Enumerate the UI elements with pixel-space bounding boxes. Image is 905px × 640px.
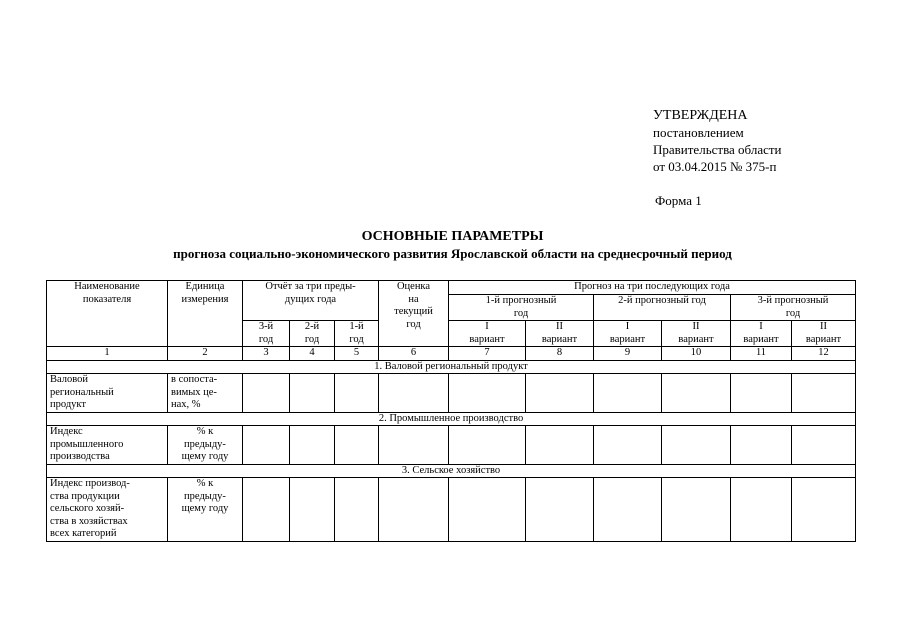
column-number: 1: [47, 347, 168, 361]
table-row: [47, 426, 856, 465]
data-cell: [526, 374, 594, 413]
approval-line-1: УТВЕРЖДЕНА: [653, 108, 748, 123]
header-unit: Единица измерения: [168, 281, 243, 347]
table-row: [47, 374, 856, 413]
column-number: 7: [449, 347, 526, 361]
document-subtitle: прогноза социально-экономического развития Ярославской области на среднесрочный период: [173, 246, 732, 261]
header-estimate: Оценка на текущий год: [379, 281, 449, 347]
header-forecast-year-3: 3-й прогнозный год: [731, 295, 856, 321]
data-cell: [335, 478, 379, 542]
data-cell: [526, 478, 594, 542]
data-cell: [792, 478, 856, 542]
data-cell: [792, 374, 856, 413]
column-number: 3: [243, 347, 290, 361]
data-cell: [290, 426, 335, 465]
approval-line-4: от 03.04.2015 № 375-п: [653, 159, 777, 174]
data-cell: [594, 478, 662, 542]
data-cell: [379, 374, 449, 413]
header-report-year-2: 2-й год: [290, 321, 335, 347]
data-cell: [731, 374, 792, 413]
approval-line-2: постановлением: [653, 125, 744, 140]
header-variant: I вариант: [449, 321, 526, 347]
data-cell: [731, 478, 792, 542]
data-cell: [662, 426, 731, 465]
form-label: Форма 1: [655, 193, 702, 208]
column-number: 4: [290, 347, 335, 361]
section-title: 1. Валовой региональный продукт: [47, 360, 856, 374]
header-forecast-year-1: 1-й прогнозный год: [449, 295, 594, 321]
column-number: 12: [792, 347, 856, 361]
header-variant: II вариант: [662, 321, 731, 347]
header-forecast-year-2: 2-й прогнозный год: [594, 295, 731, 321]
row-unit: в сопоста- вимых це- нах, %: [168, 374, 243, 413]
column-number: 8: [526, 347, 594, 361]
column-number: 2: [168, 347, 243, 361]
row-name: Индекс промышленного производства: [47, 426, 168, 465]
column-number: 11: [731, 347, 792, 361]
data-cell: [594, 426, 662, 465]
data-cell: [379, 426, 449, 465]
data-cell: [449, 426, 526, 465]
header-name: Наименование показателя: [47, 281, 168, 347]
column-number: 10: [662, 347, 731, 361]
data-cell: [243, 374, 290, 413]
column-number: 5: [335, 347, 379, 361]
row-name: Индекс производ- ства продукции сельского хозяй- ства в хозяйствах всех категорий: [47, 478, 168, 542]
table-row: [47, 478, 856, 542]
row-unit: % к предыду- щему году: [168, 478, 243, 542]
data-cell: [335, 374, 379, 413]
data-cell: [594, 374, 662, 413]
approval-line-3: Правительства области: [653, 142, 782, 157]
data-cell: [526, 426, 594, 465]
column-number-row: [47, 347, 856, 361]
header-report-year-3: 3-й год: [243, 321, 290, 347]
document-title: ОСНОВНЫЕ ПАРАМЕТРЫ: [361, 229, 544, 244]
data-cell: [335, 426, 379, 465]
header-report-year-1: 1-й год: [335, 321, 379, 347]
row-unit: % к предыду- щему году: [168, 426, 243, 465]
section-title: 2. Промышленное производство: [47, 412, 856, 426]
data-cell: [243, 426, 290, 465]
data-cell: [449, 374, 526, 413]
approval-stamp: [653, 107, 782, 175]
header-forecast: Прогноз на три последующих года: [449, 281, 856, 295]
data-cell: [449, 478, 526, 542]
section-title: 3. Сельское хозяйство: [47, 464, 856, 478]
data-cell: [662, 374, 731, 413]
data-cell: [662, 478, 731, 542]
header-variant: I вариант: [594, 321, 662, 347]
column-number: 6: [379, 347, 449, 361]
header-variant: II вариант: [526, 321, 594, 347]
header-variant: I вариант: [731, 321, 792, 347]
data-cell: [379, 478, 449, 542]
parameters-table: [46, 280, 856, 542]
data-cell: [243, 478, 290, 542]
data-cell: [792, 426, 856, 465]
data-cell: [290, 374, 335, 413]
column-number: 9: [594, 347, 662, 361]
header-variant: II вариант: [792, 321, 856, 347]
data-cell: [731, 426, 792, 465]
header-report: Отчёт за три преды- дущих года: [243, 281, 379, 321]
row-name: Валовой региональный продукт: [47, 374, 168, 413]
data-cell: [290, 478, 335, 542]
